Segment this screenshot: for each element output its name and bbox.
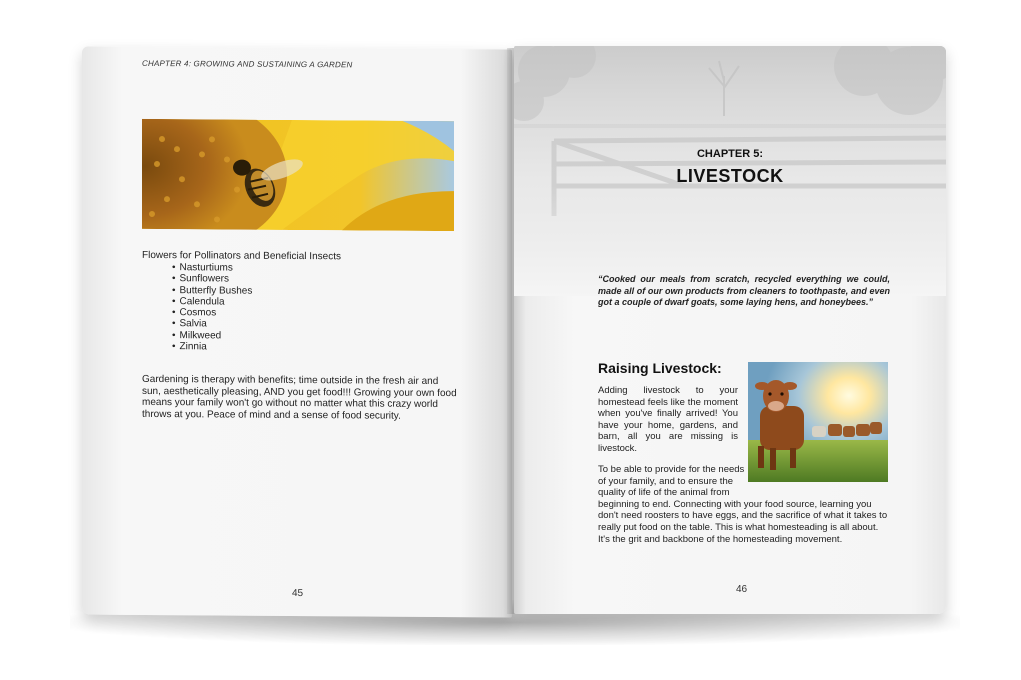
page-number-right: 46: [736, 584, 748, 595]
list-item: • Sunflowers: [172, 273, 252, 285]
left-page: [82, 46, 512, 617]
sunflower-bee-image: [142, 119, 454, 231]
list-item: • Calendula: [172, 296, 252, 308]
page-number-left: 45: [292, 587, 304, 600]
section-heading: Raising Livestock:: [598, 360, 722, 376]
list-item: • Salvia: [172, 319, 252, 331]
flowers-list-title: Flowers for Pollinators and Beneficial Insects: [142, 249, 341, 263]
list-item: • Butterfly Bushes: [172, 285, 252, 297]
chapter-quote: “Cooked our meals from scratch, recycled everything we could, made all of our own products from cleaners to toothpaste, and even got a couple of dwarf goats, some laying hens, and honeybees.”: [598, 274, 890, 307]
list-item: • Cosmos: [172, 307, 252, 319]
livestock-paragraph-2-text: To be able to provide for the needs of your family, and to ensure the quality of life of the animal from beginning to end. Connecting with your food source, learning you don't need roosters to have eggs, and the sacrifice of what it takes to really put food on the table. This is what homesteading is all about. It's the grit and backbone of the homesteading movement.: [598, 464, 888, 545]
gardening-paragraph: Gardening is therapy with benefits; time outside in the fresh air and sun, aesthetically pleasing, AND you get food!!! Growing your own food means your family won't go without no matter what this crazy world throws at you. Peace of mind and a sense of food security.: [142, 373, 457, 422]
chapter-label: CHAPTER 5:: [696, 148, 763, 160]
flowers-list: [172, 262, 252, 353]
list-item: • Zinnia: [172, 341, 252, 353]
right-page: [514, 46, 946, 614]
running-head: CHAPTER 4: GROWING AND SUSTAINING A GARDEN: [142, 58, 353, 70]
livestock-paragraph-2: [598, 464, 890, 545]
list-item: • Milkweed: [172, 330, 252, 342]
list-item: • Nasturtiums: [172, 262, 252, 274]
livestock-paragraph-1: Adding livestock to your homestead feels like the moment when you've finally arrived! You have your home, gardens, and barn, all you are missing is livestock.: [598, 385, 738, 454]
chapter-title: LIVESTOCK: [676, 166, 784, 186]
